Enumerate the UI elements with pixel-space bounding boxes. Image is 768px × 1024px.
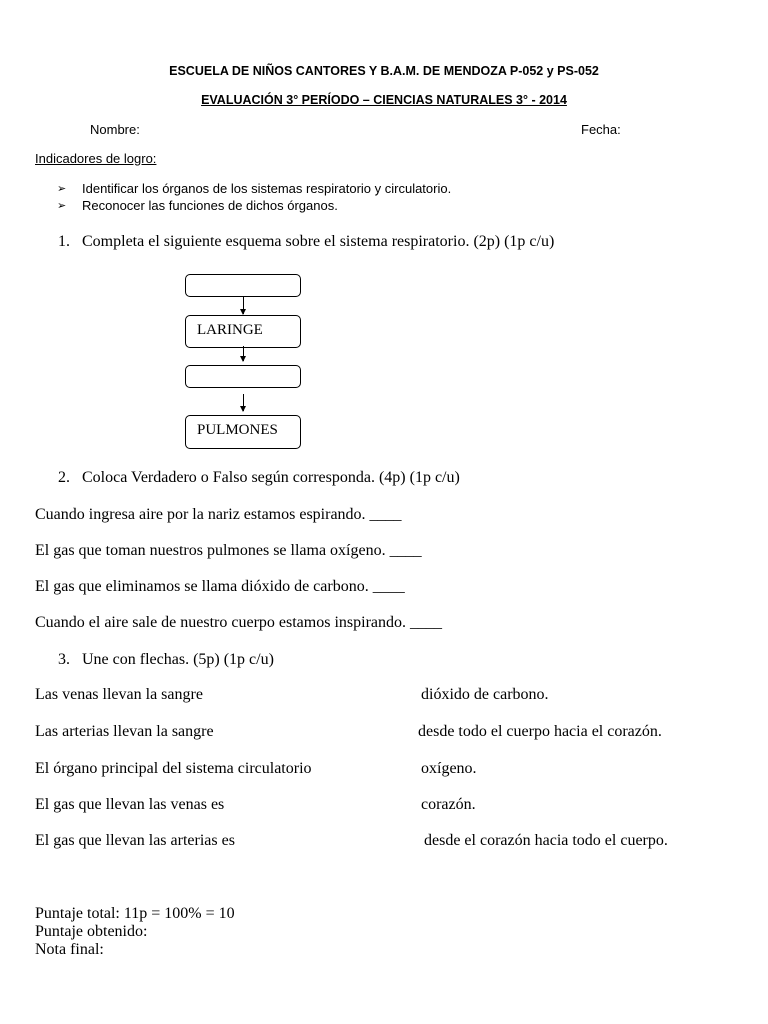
schema-box-2 — [185, 315, 301, 348]
exam-title: EVALUACIÓN 3° PERÍODO – CIENCIAS NATURALES 3° - 2014 — [201, 93, 567, 107]
schema-box-1[interactable] — [185, 274, 301, 297]
match-right-item: dióxido de carbono. — [421, 686, 549, 703]
arrow-down-icon — [243, 346, 244, 361]
name-label: Nombre: — [90, 122, 140, 137]
tf-statement: Cuando el aire sale de nuestro cuerpo estamos inspirando. ____ — [35, 614, 442, 631]
tf-statement: Cuando ingresa aire por la nariz estamos espirando. ____ — [35, 506, 402, 523]
tf-statement: El gas que eliminamos se llama dióxido de carbono. ____ — [35, 578, 405, 595]
arrow-bullet-icon: ➢ — [57, 200, 67, 212]
arrow-bullet-icon: ➢ — [57, 183, 67, 195]
q2-number: 2. — [58, 469, 70, 486]
match-right-item: oxígeno. — [421, 760, 477, 777]
score-total: Puntaje total: 11p = 100% = 10 — [35, 905, 235, 922]
q3-number: 3. — [58, 651, 70, 668]
indicator-text: Reconocer las funciones de dichos órganos. — [82, 198, 338, 213]
match-right-item: corazón. — [421, 796, 476, 813]
indicator-item — [57, 180, 66, 195]
arrow-down-icon — [243, 394, 244, 411]
match-left-item: El órgano principal del sistema circulatorio — [35, 760, 312, 777]
q1-text: Completa el siguiente esquema sobre el sistema respiratorio. (2p) (1p c/u) — [82, 233, 555, 250]
match-left-item: El gas que llevan las venas es — [35, 796, 225, 813]
date-label: Fecha: — [581, 122, 621, 137]
match-right-item: desde todo el cuerpo hacia el corazón. — [418, 723, 662, 740]
match-left-item: El gas que llevan las arterias es — [35, 832, 235, 849]
q3-text: Une con flechas. (5p) (1p c/u) — [82, 651, 274, 668]
match-right-item: desde el corazón hacia todo el cuerpo. — [424, 832, 668, 849]
schema-box-label: PULMONES — [197, 422, 278, 438]
schema-box-4 — [185, 415, 301, 449]
score-obtained: Puntaje obtenido: — [35, 923, 148, 940]
match-left-item: Las arterias llevan la sangre — [35, 723, 214, 740]
q2-text: Coloca Verdadero o Falso según corresponda. (4p) (1p c/u) — [82, 469, 460, 486]
tf-statement: El gas que toman nuestros pulmones se llama oxígeno. ____ — [35, 542, 422, 559]
schema-box-label: LARINGE — [197, 322, 263, 338]
schema-box-3[interactable] — [185, 365, 301, 388]
indicator-text: Identificar los órganos de los sistemas respiratorio y circulatorio. — [82, 181, 452, 196]
school-title: ESCUELA DE NIÑOS CANTORES Y B.A.M. DE MENDOZA P-052 y PS-052 — [169, 64, 599, 78]
final-grade: Nota final: — [35, 941, 104, 958]
match-left-item: Las venas llevan la sangre — [35, 686, 203, 703]
indicator-item — [57, 197, 66, 212]
arrow-down-icon — [243, 297, 244, 314]
indicators-title: Indicadores de logro: — [35, 151, 157, 166]
q1-number: 1. — [58, 233, 70, 250]
